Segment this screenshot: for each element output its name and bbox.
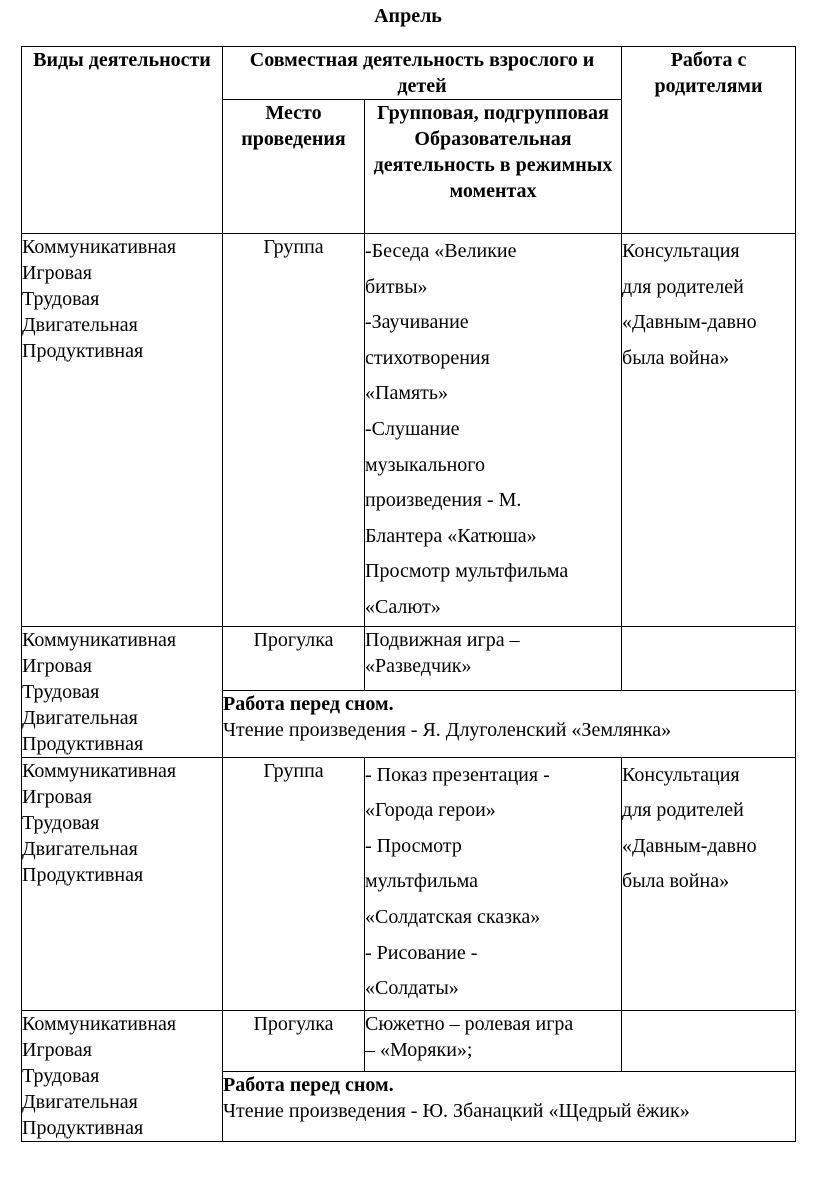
kind-item: Коммуникативная (22, 628, 177, 651)
kind-item: Продуктивная (22, 1116, 144, 1139)
kind-item: Игровая (22, 262, 92, 284)
table-row (22, 234, 796, 627)
activity-line: произведения - М. (365, 489, 522, 512)
walk-activity-cell (365, 626, 622, 690)
activity-line: мультфильма (365, 870, 479, 893)
place-cell: Прогулка (223, 626, 365, 690)
table-row (22, 626, 796, 690)
before-sleep-cell (223, 690, 796, 757)
walk-line: Сюжетно – ролевая игра (365, 1012, 574, 1035)
parents-line: для родителей (622, 799, 744, 822)
header-joint-activity: Совместная деятельность взрослого и детей (223, 47, 622, 100)
header-parents-work: Работа с родителями (622, 47, 796, 234)
kind-item: Продуктивная (22, 863, 144, 886)
kind-item: Коммуникативная (22, 1012, 177, 1035)
activity-line: Блантера «Катюша» (365, 524, 537, 547)
activity-line: -Заучивание (365, 311, 469, 334)
activity-line: - Рисование - (365, 941, 478, 964)
empty-parents-cell (622, 626, 796, 690)
activity-line: «Солдаты» (365, 977, 459, 1000)
parents-line: Консультация (622, 240, 740, 262)
activity-line: музыкального (365, 453, 485, 476)
parents-line: для родителей (622, 275, 744, 298)
kind-item: Двигательная (22, 837, 138, 860)
header-group-activity: Групповая, подгрупповая Образовательная деятельность в режимных моментах (365, 100, 622, 234)
activity-line: -Беседа «Великие (365, 240, 517, 262)
parents-line: «Давным-давно (622, 311, 757, 334)
kind-item: Продуктивная (22, 340, 144, 362)
before-sleep-cell (223, 1071, 796, 1141)
activity-line: Просмотр мультфильма (365, 560, 569, 583)
table-row (22, 1010, 796, 1071)
kinds-cell (22, 1010, 223, 1141)
kind-item: Трудовая (22, 288, 100, 310)
parents-line: была война» (622, 346, 730, 369)
activity-line: - Показ презентация - (365, 763, 550, 786)
activity-line: битвы» (365, 275, 428, 298)
header-row (22, 47, 796, 100)
kind-item: Продуктивная (22, 732, 144, 755)
parents-cell (622, 234, 796, 627)
group-activities-cell (365, 234, 622, 627)
before-sleep-text: Чтение произведения - Я. Длуголенский «Землянка» (223, 718, 672, 741)
activity-plan-table (21, 46, 796, 1142)
kind-item: Трудовая (22, 680, 100, 703)
walk-line: – «Моряки»; (365, 1038, 473, 1061)
kind-item: Двигательная (22, 314, 138, 336)
activity-line: - Просмотр (365, 834, 462, 857)
place-cell: Группа (223, 757, 365, 1010)
kind-item: Игровая (22, 1038, 92, 1061)
walk-activity-cell (365, 1010, 622, 1071)
kinds-cell (22, 234, 223, 627)
before-sleep-heading: Работа перед сном. (223, 692, 394, 715)
activity-line: стихотворения (365, 346, 490, 369)
place-cell: Прогулка (223, 1010, 365, 1071)
activity-line: «Салют» (365, 595, 441, 618)
before-sleep-heading: Работа перед сном. (223, 1073, 394, 1096)
parents-line: была война» (622, 870, 730, 893)
walk-line: Подвижная игра – (365, 628, 520, 651)
activity-line: «Солдатская сказка» (365, 905, 541, 928)
kind-item: Коммуникативная (22, 759, 177, 782)
parents-line: «Давным-давно (622, 834, 757, 857)
kind-item: Игровая (22, 654, 92, 677)
kind-item: Игровая (22, 785, 92, 808)
parents-line: Консультация (622, 763, 740, 786)
kind-item: Трудовая (22, 811, 100, 834)
kinds-cell (22, 757, 223, 1010)
parents-cell (622, 757, 796, 1010)
kind-item: Двигательная (22, 706, 138, 729)
page-title: Апрель (374, 5, 442, 27)
header-kinds: Виды деятельности (22, 47, 223, 234)
before-sleep-text: Чтение произведения - Ю. Збанацкий «Щедрый ёжик» (223, 1099, 690, 1122)
empty-parents-cell (622, 1010, 796, 1071)
kind-item: Трудовая (22, 1064, 100, 1087)
kinds-cell (22, 626, 223, 757)
activity-line: «Города герои» (365, 799, 496, 822)
group-activities-cell (365, 757, 622, 1010)
header-place: Место проведения (223, 100, 365, 234)
table-row (22, 757, 796, 1010)
activity-line: «Память» (365, 382, 449, 405)
walk-line: «Разведчик» (365, 654, 472, 677)
kind-item: Коммуникативная (22, 236, 177, 258)
kind-item: Двигательная (22, 1090, 138, 1113)
place-cell: Группа (223, 234, 365, 627)
activity-line: -Слушание (365, 417, 460, 440)
